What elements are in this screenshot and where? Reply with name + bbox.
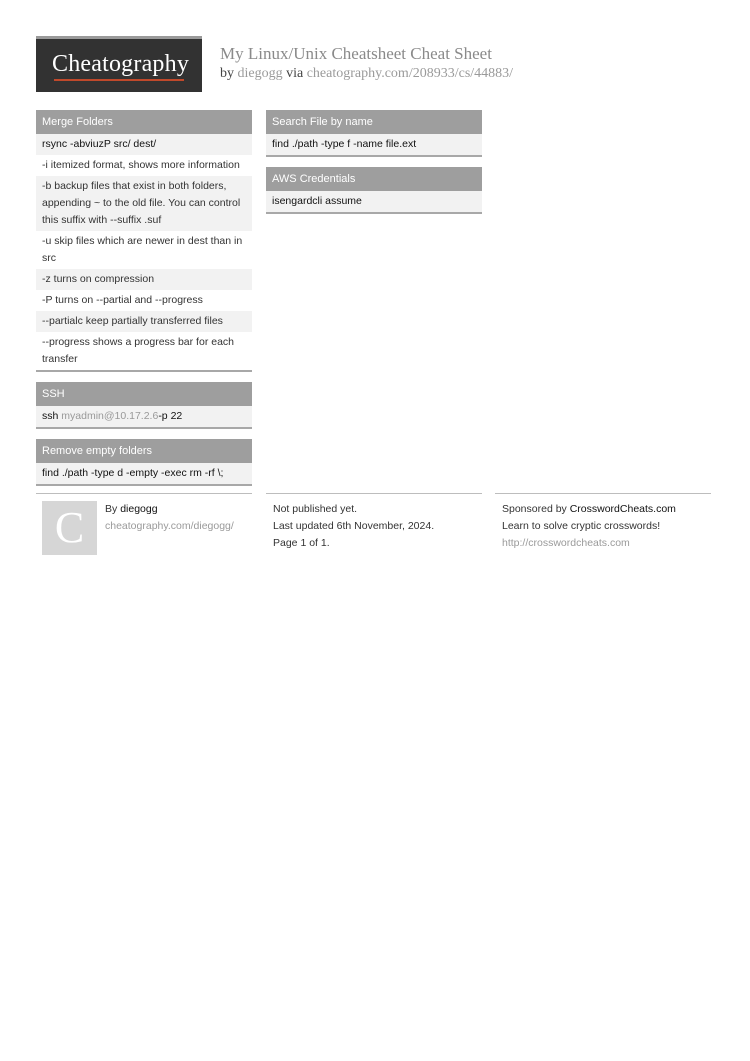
- table-row: find ./path -type f -name file.ext: [266, 134, 482, 155]
- column-left: [36, 110, 252, 496]
- block-heading: AWS Credentials: [266, 167, 482, 191]
- table-row: -P turns on --partial and --progress: [36, 290, 252, 311]
- cheatography-logo[interactable]: [36, 36, 202, 92]
- block-heading: Merge Folders: [36, 110, 252, 134]
- published-status: Not published yet.: [273, 503, 358, 515]
- table-row: --progress shows a progress bar for each transfer: [36, 332, 252, 370]
- author-avatar[interactable]: [42, 501, 97, 555]
- block-ssh: [36, 382, 252, 429]
- logo-underline: [54, 79, 184, 81]
- logo-text: Cheatography: [52, 51, 190, 77]
- block-merge-folders: [36, 110, 252, 372]
- table-row: --partialc keep partially transferred files: [36, 311, 252, 332]
- via-label: via: [286, 66, 304, 81]
- table-row: -b backup files that exist in both folders, appending ~ to the old file. You can control this suffix with --suffix .suf: [36, 176, 252, 231]
- block-remove-empty-folders: [36, 439, 252, 486]
- avatar-letter: C: [54, 503, 85, 552]
- table-row: -z turns on compression: [36, 269, 252, 290]
- table-row: -u skip files which are newer in dest than in src: [36, 231, 252, 269]
- author-link[interactable]: diegogg: [237, 66, 283, 81]
- column-middle: [266, 110, 482, 224]
- block-aws-credentials: [266, 167, 482, 214]
- page-subtitle: [220, 66, 513, 82]
- sponsor-label: Sponsored by: [502, 503, 567, 515]
- block-heading: Search File by name: [266, 110, 482, 134]
- ssh-host: myadmin@10.17.2.6: [61, 410, 159, 422]
- footer-author-url[interactable]: cheatography.com/diegogg/: [105, 520, 234, 532]
- sponsor-line: [502, 503, 676, 515]
- table-row: [36, 406, 252, 427]
- footer-divider: [36, 493, 252, 494]
- sponsor-url[interactable]: http://crosswordcheats.com: [502, 537, 630, 549]
- footer-divider: [495, 493, 711, 494]
- footer-author: [105, 503, 158, 515]
- footer-author-link[interactable]: diegogg: [120, 503, 158, 515]
- table-row: find ./path -type d -empty -exec rm -rf \;: [36, 463, 252, 484]
- by-label: by: [220, 66, 234, 81]
- ssh-port: -p 22: [158, 410, 183, 422]
- footer-divider: [266, 493, 482, 494]
- sheet-url-link[interactable]: cheatography.com/208933/cs/44883/: [306, 66, 514, 81]
- block-heading: SSH: [36, 382, 252, 406]
- block-search-file: [266, 110, 482, 157]
- sponsor-link[interactable]: CrosswordCheats.com: [569, 503, 676, 515]
- by-label: By: [105, 503, 118, 515]
- table-row: -i itemized format, shows more information: [36, 155, 252, 176]
- ssh-command: ssh: [42, 410, 59, 422]
- block-heading: Remove empty folders: [36, 439, 252, 463]
- table-row: rsync -abviuzP src/ dest/: [36, 134, 252, 155]
- sponsor-tagline: Learn to solve cryptic crosswords!: [502, 520, 661, 532]
- table-row: isengardcli assume: [266, 191, 482, 212]
- page-number: Page 1 of 1.: [273, 537, 330, 549]
- last-updated: Last updated 6th November, 2024.: [273, 520, 435, 532]
- page-title: My Linux/Unix Cheatsheet Cheat Sheet: [220, 44, 492, 63]
